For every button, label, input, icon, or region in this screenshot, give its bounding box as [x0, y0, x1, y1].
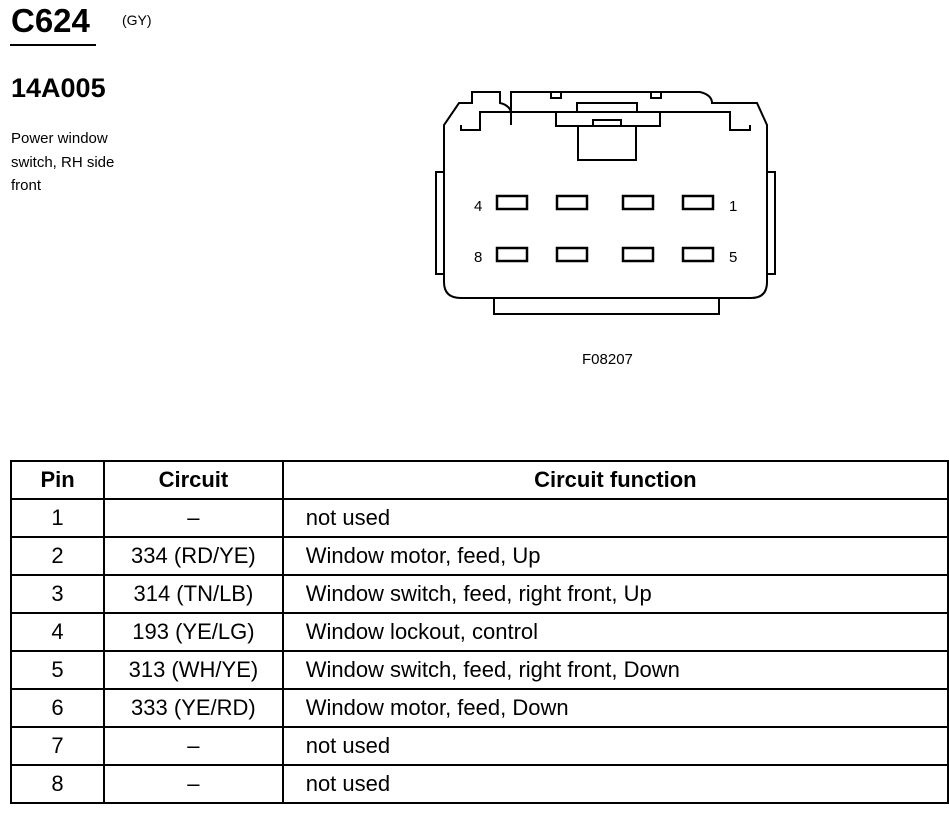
pin-label-5: 5	[729, 249, 738, 266]
circuit-cell: 193 (YE/LG)	[104, 613, 283, 651]
table-row	[11, 575, 948, 613]
description-line: switch, RH side	[11, 153, 115, 171]
column-header-pin: Pin	[11, 461, 104, 499]
function-cell: Window switch, feed, right front, Up	[283, 575, 948, 613]
connector-top-notch	[551, 92, 561, 98]
circuit-cell: 314 (TN/LB)	[104, 575, 283, 613]
pin-cavity	[683, 196, 713, 209]
table-row	[11, 613, 948, 651]
circuit-cell: 333 (YE/RD)	[104, 689, 283, 727]
function-cell: not used	[283, 499, 948, 537]
table-row	[11, 689, 948, 727]
connector-lock-tab-inner	[577, 103, 637, 112]
connector-side-lug-right	[767, 172, 775, 274]
pin-cavity	[497, 248, 527, 261]
pin-cell: 8	[11, 765, 104, 803]
description-line: front	[11, 177, 42, 194]
pin-label-4: 4	[474, 198, 483, 215]
connector-side-lug-left	[436, 172, 444, 274]
function-cell: Window motor, feed, Up	[283, 537, 948, 575]
pin-cavity	[497, 196, 527, 209]
pin-cell: 1	[11, 499, 104, 537]
pin-cell: 3	[11, 575, 104, 613]
connector-housing	[444, 92, 767, 298]
pin-cavity	[623, 196, 653, 209]
pin-cavity	[557, 248, 587, 261]
function-cell: not used	[283, 765, 948, 803]
pin-cavity	[683, 248, 713, 261]
column-header-function: Circuit function	[283, 461, 948, 499]
pin-label-1: 1	[729, 198, 738, 215]
connector-top-notch	[651, 92, 661, 98]
function-cell: Window motor, feed, Down	[283, 689, 948, 727]
pin-cell: 6	[11, 689, 104, 727]
circuit-cell: 334 (RD/YE)	[104, 537, 283, 575]
pin-cavity	[557, 196, 587, 209]
circuit-cell: –	[104, 499, 283, 537]
pin-cavity	[623, 248, 653, 261]
table-row	[11, 727, 948, 765]
pinout-table	[10, 460, 949, 804]
connector-face-diagram	[0, 0, 949, 400]
table-body	[11, 499, 948, 803]
connector-id: C624	[11, 2, 90, 39]
pin-cell: 7	[11, 727, 104, 765]
circuit-cell: –	[104, 727, 283, 765]
function-cell: Window lockout, control	[283, 613, 948, 651]
color-code: (GY)	[122, 12, 152, 28]
connector-latch-slot	[593, 120, 621, 126]
column-header-circuit: Circuit	[104, 461, 283, 499]
table-row	[11, 765, 948, 803]
pin-cell: 5	[11, 651, 104, 689]
pin-label-8: 8	[474, 249, 483, 266]
connector-latch	[578, 126, 636, 160]
description-line: Power window	[11, 130, 108, 147]
table-header-row	[11, 461, 948, 499]
figure-code: F08207	[582, 351, 633, 368]
pin-cell: 2	[11, 537, 104, 575]
circuit-cell: 313 (WH/YE)	[104, 651, 283, 689]
function-cell: not used	[283, 727, 948, 765]
table-row	[11, 537, 948, 575]
circuit-cell: –	[104, 765, 283, 803]
table-row	[11, 651, 948, 689]
connector-bottom-skirt	[494, 298, 719, 314]
part-number: 14A005	[11, 73, 106, 103]
pin-cell: 4	[11, 613, 104, 651]
function-cell: Window switch, feed, right front, Down	[283, 651, 948, 689]
table-row	[11, 499, 948, 537]
